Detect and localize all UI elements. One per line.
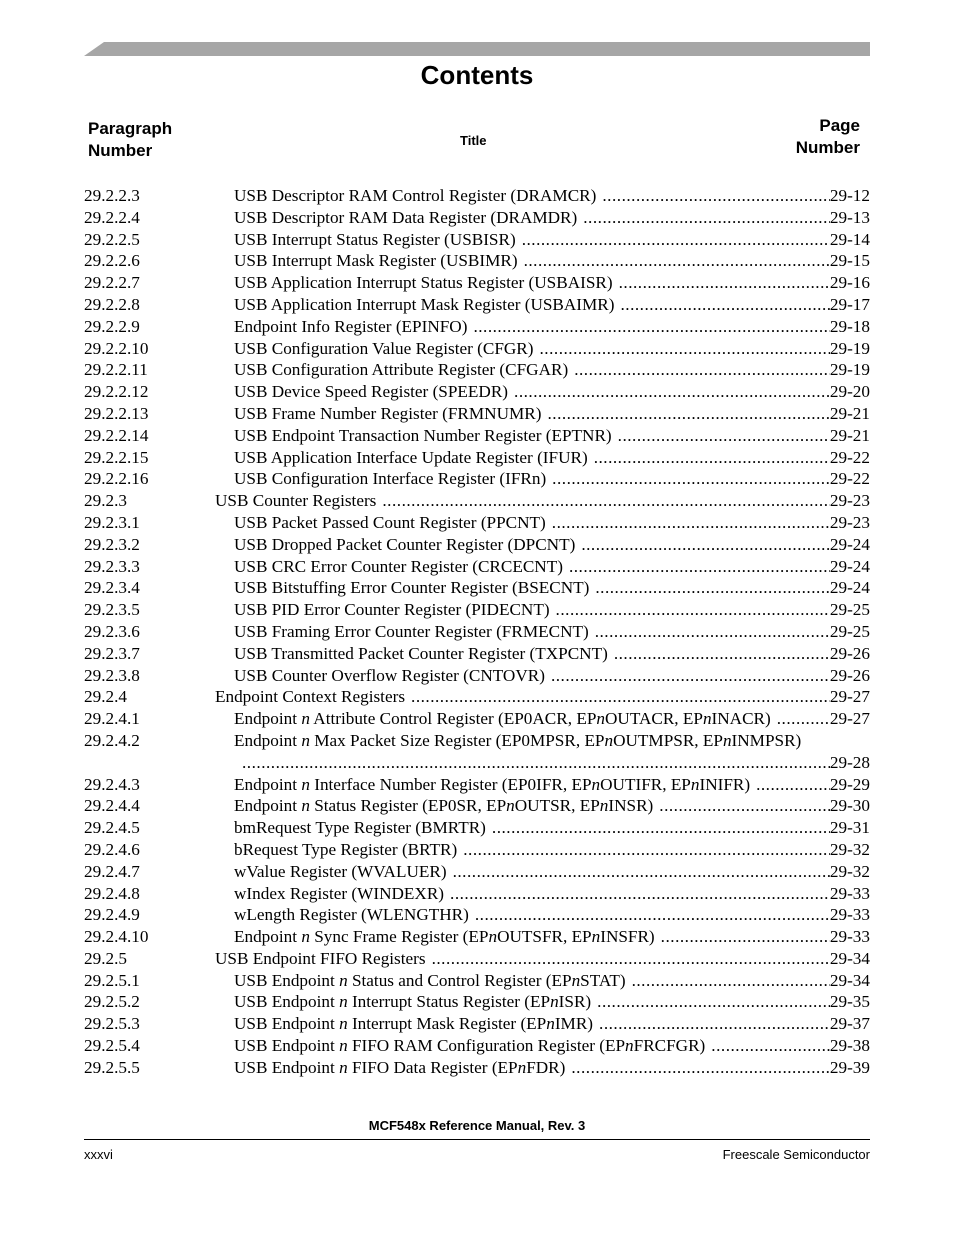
entry-page-number: 29-35 (829, 992, 870, 1012)
entry-page-number: 29-30 (829, 796, 870, 816)
entry-page-number: 29-34 (829, 948, 870, 968)
toc-entry[interactable] (84, 272, 870, 294)
entry-title: Endpoint n Max Packet Size Register (EP0MPSR, EPnOUTMPSR, EPnINMPSR) (234, 730, 802, 750)
company-name: Freescale Semiconductor (722, 1147, 870, 1162)
paragraph-number: 29.2.2.10 (84, 338, 149, 358)
entry-page-number: 29-21 (829, 403, 870, 423)
entry-page-number: 29-24 (829, 534, 870, 554)
paragraph-number: 29.2.4.5 (84, 818, 140, 838)
paragraph-number: 29.2.2.7 (84, 273, 140, 293)
dot-leader (563, 556, 830, 578)
toc-entry[interactable] (84, 338, 870, 360)
paragraph-number: 29.2.4.3 (84, 774, 140, 794)
paragraph-number: 29.2.2.8 (84, 294, 140, 314)
entry-title: USB Endpoint Transaction Number Register (EPTNR) (234, 425, 612, 445)
entry-title: USB Endpoint n Status and Control Register (EPnSTAT) (234, 970, 626, 990)
dot-leader (457, 839, 830, 861)
entry-line (234, 425, 870, 447)
paragraph-number: 29.2.4.9 (84, 905, 140, 925)
toc-entry[interactable] (84, 708, 870, 730)
entry-line (234, 1013, 870, 1035)
entry-title: wIndex Register (WINDEXR) (234, 883, 445, 903)
entry-line (234, 926, 870, 948)
entry-title: Endpoint Info Register (EPINFO) (234, 316, 468, 336)
entry-line (234, 359, 870, 381)
entry-line (234, 381, 870, 403)
title-header: Title (460, 133, 487, 148)
paragraph-number: 29.2.2.3 (84, 186, 140, 205)
entry-line (234, 294, 870, 316)
entry-line (215, 686, 870, 708)
entry-page-number: 29-13 (829, 207, 870, 227)
entry-title: Endpoint n Interface Number Register (EP0IFR, EPnOUTIFR, EPnINIFR) (234, 774, 751, 794)
dot-leader (242, 752, 830, 774)
toc-entry[interactable] (84, 316, 870, 338)
toc-entry[interactable] (84, 577, 870, 599)
paragraph-number: 29.2.2.6 (84, 251, 140, 271)
toc-entry[interactable] (84, 1035, 870, 1057)
entry-line (234, 795, 870, 817)
paragraph-number: 29.2.3.8 (84, 665, 140, 685)
paragraph-number: 29.2.3.3 (84, 556, 140, 576)
entry-line (234, 250, 870, 272)
paragraph-number: 29.2.2.16 (84, 469, 149, 489)
entry-line (234, 708, 870, 730)
entry-page-number: 29-29 (829, 774, 870, 794)
entry-title: USB Endpoint n FIFO RAM Configuration Register (EPnFRCFGR) (234, 1036, 706, 1056)
entry-line (234, 991, 870, 1013)
paragraph-number: 29.2.3.4 (84, 578, 140, 598)
dot-leader (516, 229, 830, 251)
entry-title: USB Endpoint FIFO Registers (215, 948, 426, 968)
toc-entry[interactable] (84, 774, 870, 796)
entry-page-number: 29-14 (829, 229, 870, 249)
dot-leader (588, 447, 830, 469)
dot-leader (577, 207, 830, 229)
dot-leader (447, 861, 830, 883)
dot-leader (546, 468, 830, 490)
entry-line (234, 447, 870, 469)
dot-leader (518, 250, 830, 272)
entry-title: bmRequest Type Register (BMRTR) (234, 818, 486, 838)
entry-page-number: 29-25 (829, 600, 870, 620)
entry-page-number: 29-25 (829, 621, 870, 641)
entry-line (234, 272, 870, 294)
toc-entry[interactable] (84, 381, 870, 403)
entry-title: USB Frame Number Register (FRMNUMR) (234, 403, 542, 423)
toc-entry[interactable] (84, 817, 870, 839)
dot-leader (565, 1057, 830, 1079)
entry-title: USB Dropped Packet Counter Register (DPCNT) (234, 534, 576, 554)
entry-page-number: 29-26 (829, 665, 870, 685)
entry-line (234, 970, 870, 992)
entry-line (234, 665, 870, 687)
toc-entry[interactable] (84, 512, 870, 534)
entry-continuation (242, 752, 870, 774)
entry-page-number: 29-32 (829, 839, 870, 859)
entry-title: USB Configuration Attribute Register (CFGAR) (234, 360, 569, 380)
entry-line (234, 1035, 870, 1057)
entry-line (234, 817, 870, 839)
toc-entry[interactable] (84, 730, 870, 774)
dot-leader (534, 338, 830, 360)
entry-line (234, 229, 870, 251)
entry-title: USB Counter Overflow Register (CNTOVR) (234, 665, 545, 685)
entry-page-number: 29-31 (829, 818, 870, 838)
entry-page-number: 29-37 (829, 1014, 870, 1034)
entry-line (234, 534, 870, 556)
entry-title: USB Endpoint n Interrupt Status Register (EPnISR) (234, 992, 592, 1012)
dot-leader (486, 817, 830, 839)
paragraph-number: 29.2.2.12 (84, 382, 149, 402)
dot-leader (405, 686, 830, 708)
paragraph-number: 29.2.3.5 (84, 600, 140, 620)
paragraph-number: 29.2.5.3 (84, 1014, 140, 1034)
entry-title: wLength Register (WLENGTHR) (234, 905, 469, 925)
entry-page-number: 29-33 (829, 905, 870, 925)
paragraph-number: 29.2.3 (84, 491, 127, 511)
dot-leader (614, 294, 829, 316)
dot-leader (771, 708, 830, 730)
paragraph-number: 29.2.4 (84, 687, 127, 707)
entry-title: USB Configuration Value Register (CFGR) (234, 338, 534, 358)
toc-entry[interactable] (84, 861, 870, 883)
entry-line (234, 468, 870, 490)
paragraph-header-line1: Paragraph (88, 119, 173, 138)
toc-list (84, 185, 870, 1079)
toc-entry[interactable] (84, 883, 870, 905)
entry-title: Endpoint n Sync Frame Register (EPnOUTSFR, EPnINSFR) (234, 927, 655, 947)
entry-line (234, 338, 870, 360)
dot-leader (508, 381, 830, 403)
dot-leader (612, 425, 830, 447)
toc-entry[interactable] (84, 643, 870, 665)
entry-title: USB Interrupt Mask Register (USBIMR) (234, 251, 518, 271)
page-number: xxxvi (84, 1147, 113, 1162)
dot-leader (589, 577, 830, 599)
dot-leader (596, 185, 830, 207)
entry-title: bRequest Type Register (BRTR) (234, 839, 458, 859)
paragraph-number: 29.2.2.11 (84, 360, 148, 380)
paragraph-number: 29.2.4.10 (84, 927, 149, 947)
paragraph-number: 29.2.5.4 (84, 1036, 140, 1056)
entry-page-number: 29-17 (829, 294, 870, 314)
dot-leader (469, 904, 830, 926)
entry-line (234, 861, 870, 883)
paragraph-number: 29.2.3.6 (84, 621, 140, 641)
paragraph-number: 29.2.4.8 (84, 883, 140, 903)
entry-title: USB Bitstuffing Error Counter Register (BSECNT) (234, 578, 590, 598)
page-header-line2: Number (795, 138, 860, 157)
entry-title: USB Application Interrupt Status Register (USBAISR) (234, 273, 613, 293)
entry-line (234, 599, 870, 621)
footer-divider (84, 1139, 870, 1140)
paragraph-number: 29.2.5.1 (84, 970, 140, 990)
toc-entry[interactable] (84, 926, 870, 948)
toc-entry[interactable] (84, 447, 870, 469)
entry-line (234, 316, 870, 338)
toc-entry[interactable] (84, 250, 870, 272)
paragraph-number: 29.2.3.1 (84, 512, 140, 532)
entry-page-number: 29-18 (829, 316, 870, 336)
toc-entry[interactable] (84, 556, 870, 578)
paragraph-number: 29.2.2.14 (84, 425, 149, 445)
toc-entry[interactable] (84, 599, 870, 621)
entry-title: USB Framing Error Counter Register (FRMECNT) (234, 621, 589, 641)
dot-leader (545, 665, 830, 687)
entry-page-number: 29-22 (829, 469, 870, 489)
entry-page-number: 29-39 (829, 1057, 870, 1077)
entry-page-number: 29-34 (829, 970, 870, 990)
entry-title: USB Descriptor RAM Data Register (DRAMDR) (234, 207, 578, 227)
dot-leader (550, 599, 830, 621)
entry-line (234, 839, 870, 861)
entry-line (234, 730, 870, 752)
entry-page-number: 29-23 (829, 512, 870, 532)
paragraph-number: 29.2.4.2 (84, 730, 140, 750)
toc-entry[interactable] (84, 534, 870, 556)
entry-title: USB Application Interface Update Register (IFUR) (234, 447, 588, 467)
toc-entry[interactable] (84, 1013, 870, 1035)
header-banner (84, 42, 870, 56)
entry-page-number: 29-22 (829, 447, 870, 467)
entry-title: USB Packet Passed Count Register (PPCNT) (234, 512, 546, 532)
page-number-header (796, 115, 860, 159)
entry-page-number: 29-27 (829, 709, 870, 729)
dot-leader (608, 643, 830, 665)
entry-title: wValue Register (WVALUER) (234, 861, 447, 881)
entry-page-number: 29-38 (829, 1036, 870, 1056)
entry-line (234, 577, 870, 599)
toc-entry[interactable] (84, 665, 870, 687)
toc-entry[interactable] (84, 839, 870, 861)
dot-leader (444, 883, 830, 905)
entry-page-number: 29-33 (829, 927, 870, 947)
dot-leader (750, 774, 830, 796)
entry-title: USB Endpoint n Interrupt Mask Register (EPnIMR) (234, 1014, 594, 1034)
paragraph-number-header (88, 118, 172, 162)
entry-line (234, 185, 870, 207)
dot-leader (593, 1013, 830, 1035)
dot-leader (613, 272, 830, 294)
entry-line (234, 643, 870, 665)
entry-page-number: 29-24 (829, 578, 870, 598)
paragraph-number: 29.2.5.5 (84, 1057, 140, 1077)
dot-leader (591, 991, 830, 1013)
entry-title: USB Descriptor RAM Control Register (DRAMCR) (234, 186, 597, 205)
paragraph-number: 29.2.4.1 (84, 709, 140, 729)
entry-page-number: 29-21 (829, 425, 870, 445)
entry-line (234, 403, 870, 425)
toc-entry[interactable] (84, 991, 870, 1013)
toc-entry[interactable] (84, 795, 870, 817)
toc-entry[interactable] (84, 294, 870, 316)
entry-page-number: 29-15 (829, 251, 870, 271)
dot-leader (653, 795, 830, 817)
paragraph-number: 29.2.3.7 (84, 643, 140, 663)
page-title: Contents (420, 60, 534, 90)
entry-line (234, 556, 870, 578)
entry-title: Endpoint n Attribute Control Register (EP0ACR, EPnOUTACR, EPnINACR) (234, 709, 771, 729)
entry-page-number: 29-26 (829, 643, 870, 663)
entry-title: USB Configuration Interface Register (IFRn) (234, 469, 547, 489)
paragraph-number: 29.2.2.9 (84, 316, 140, 336)
paragraph-number: 29.2.2.15 (84, 447, 149, 467)
entry-line (234, 621, 870, 643)
entry-page-number: 29-19 (829, 338, 870, 358)
toc-entry[interactable] (84, 425, 870, 447)
entry-page-number: 29-19 (829, 360, 870, 380)
entry-title: USB Application Interrupt Mask Register (USBAIMR) (234, 294, 615, 314)
entry-title: USB Interrupt Status Register (USBISR) (234, 229, 516, 249)
page-header-line1: Page (819, 116, 860, 135)
paragraph-number: 29.2.2.4 (84, 207, 140, 227)
entry-page-number: 29-28 (829, 752, 870, 772)
entry-line (215, 490, 870, 512)
toc-entry[interactable] (84, 490, 870, 512)
paragraph-number: 29.2.5 (84, 948, 127, 968)
entry-title: Endpoint Context Registers (215, 687, 406, 707)
dot-leader (376, 490, 830, 512)
toc-entry[interactable] (84, 468, 870, 490)
paragraph-number: 29.2.4.7 (84, 861, 140, 881)
paragraph-number: 29.2.5.2 (84, 992, 140, 1012)
dot-leader (705, 1035, 830, 1057)
manual-title: MCF548x Reference Manual, Rev. 3 (368, 1118, 586, 1133)
toc-entry[interactable] (84, 686, 870, 708)
toc-entry[interactable] (84, 1057, 870, 1079)
entry-page-number: 29-33 (829, 883, 870, 903)
toc-entry[interactable] (84, 904, 870, 926)
dot-leader (655, 926, 830, 948)
entry-page-number: 29-24 (829, 556, 870, 576)
entry-title: USB Device Speed Register (SPEEDR) (234, 382, 509, 402)
dot-leader (546, 512, 830, 534)
entry-title: USB CRC Error Counter Register (CRCECNT) (234, 556, 563, 576)
entry-page-number: 29-20 (829, 382, 870, 402)
dot-leader (568, 359, 830, 381)
entry-line (234, 904, 870, 926)
entry-title: USB Counter Registers (215, 491, 377, 511)
toc-entry[interactable] (84, 948, 870, 970)
toc-entry[interactable] (84, 621, 870, 643)
toc-entry[interactable] (84, 359, 870, 381)
paragraph-number: 29.2.2.5 (84, 229, 140, 249)
entry-page-number: 29-12 (829, 186, 870, 205)
paragraph-number: 29.2.4.4 (84, 796, 140, 816)
entry-page-number: 29-23 (829, 491, 870, 511)
entry-line (215, 948, 870, 970)
dot-leader (467, 316, 829, 338)
dot-leader (426, 948, 830, 970)
toc-entry[interactable] (84, 403, 870, 425)
entry-line (234, 512, 870, 534)
paragraph-number: 29.2.4.6 (84, 839, 140, 859)
dot-leader (541, 403, 829, 425)
entry-title: USB Endpoint n FIFO Data Register (EPnFDR) (234, 1057, 566, 1077)
toc-entry[interactable] (84, 229, 870, 251)
entry-title: Endpoint n Status Register (EP0SR, EPnOUTSR, EPnINSR) (234, 796, 654, 816)
paragraph-number: 29.2.2.13 (84, 403, 149, 423)
paragraph-header-line2: Number (88, 141, 153, 160)
entry-page-number: 29-32 (829, 861, 870, 881)
toc-entry[interactable] (84, 207, 870, 229)
entry-title: USB PID Error Counter Register (PIDECNT) (234, 600, 550, 620)
paragraph-number: 29.2.3.2 (84, 534, 140, 554)
entry-line (234, 1057, 870, 1079)
entry-page-number: 29-27 (829, 687, 870, 707)
toc-entry[interactable] (84, 970, 870, 992)
dot-leader (589, 621, 830, 643)
entry-line (234, 883, 870, 905)
dot-leader (626, 970, 830, 992)
entry-line (234, 774, 870, 796)
dot-leader (575, 534, 830, 556)
toc-entry[interactable] (84, 185, 870, 207)
entry-line (234, 207, 870, 229)
entry-title: USB Transmitted Packet Counter Register (TXPCNT) (234, 643, 608, 663)
entry-page-number: 29-16 (829, 273, 870, 293)
